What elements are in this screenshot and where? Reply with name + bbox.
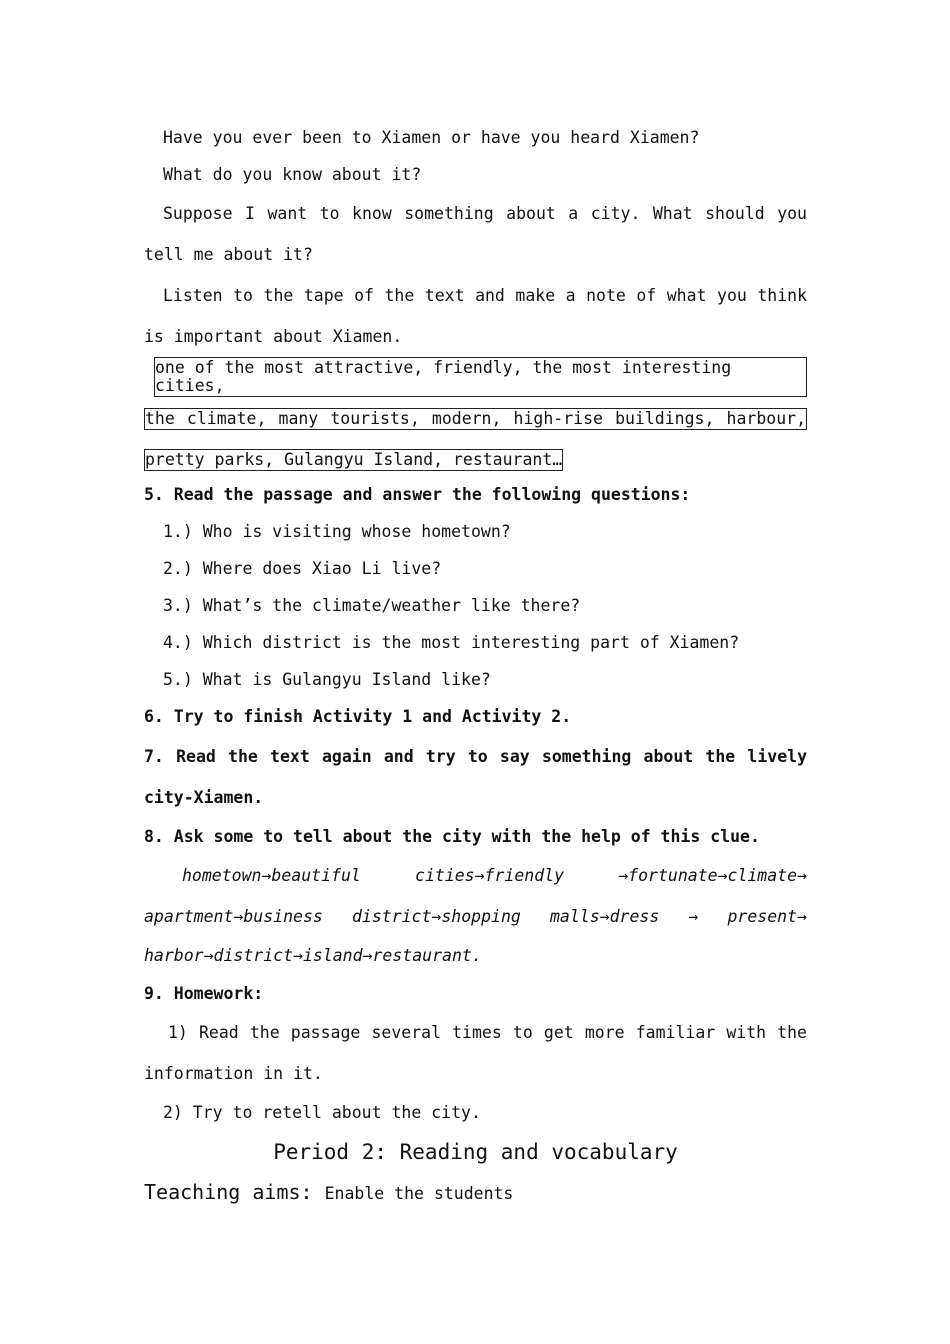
notes-box-line-2: the climate, many tourists, modern, high-rise buildings, harbour, (145, 409, 806, 428)
step-5-question-1: 1.) Who is visiting whose hometown? (163, 522, 511, 541)
notes-box-line-3: pretty parks, Gulangyu Island, restaurant… (145, 450, 563, 469)
step-8-title: 8. Ask some to tell about the city with the help of this clue. (144, 827, 760, 846)
clue-word: district→shopping (351, 907, 521, 926)
clue-line-3: harbor→district→island→restaurant. (144, 946, 482, 965)
teaching-aims (144, 1172, 807, 1214)
teaching-aims-text: Enable the students (324, 1184, 514, 1203)
clue-word: present→ (727, 907, 807, 926)
clue-line-1 (144, 855, 807, 896)
intro-question-1: Have you ever been to Xiamen or have you heard Xiamen? (163, 128, 700, 147)
clue-word: cities→friendly (415, 866, 565, 885)
clue-word: hometown→beautiful (182, 866, 361, 885)
step-5-question-4: 4.) Which district is the most interesting part of Xiamen? (163, 633, 740, 652)
intro-question-2: What do you know about it? (163, 165, 422, 184)
clue-word: apartment→business (144, 907, 323, 926)
homework-item-1: 1) Read the passage several times to get more familiar with the information in it. (144, 1023, 807, 1083)
step-6-title: 6. Try to finish Activity 1 and Activity 2. (144, 707, 572, 726)
clue-word: →fortunate→climate→ (618, 866, 807, 885)
clue-word: → (688, 907, 699, 926)
period-2-heading: Period 2: Reading and vocabulary (273, 1140, 678, 1164)
intro-question-4: Listen to the tape of the text and make a note of what you think is important about Xiamen. (144, 286, 807, 346)
step-9-title: 9. Homework: (144, 984, 264, 1003)
step-7-title: 7. Read the text again and try to say something about the lively city-Xiamen. (144, 747, 807, 807)
notes-box-line-1: one of the most attractive, friendly, the most interesting cities, (154, 357, 807, 397)
clue-word: malls→dress (549, 907, 660, 926)
step-5-question-2: 2.) Where does Xiao Li live? (163, 559, 442, 578)
clue-line-2 (144, 896, 807, 937)
step-5-question-5: 5.) What is Gulangyu Island like? (163, 670, 491, 689)
step-5-question-3: 3.) What’s the climate/weather like there? (163, 596, 581, 615)
notes-box (144, 357, 807, 480)
teaching-aims-label: Teaching aims: (144, 1180, 313, 1204)
step-5-title: 5. Read the passage and answer the following questions: (144, 485, 691, 504)
homework-item-2: 2) Try to retell about the city. (163, 1103, 481, 1122)
document-page (144, 120, 807, 1214)
intro-question-3: Suppose I want to know something about a city. What should you tell me about it? (144, 204, 807, 264)
